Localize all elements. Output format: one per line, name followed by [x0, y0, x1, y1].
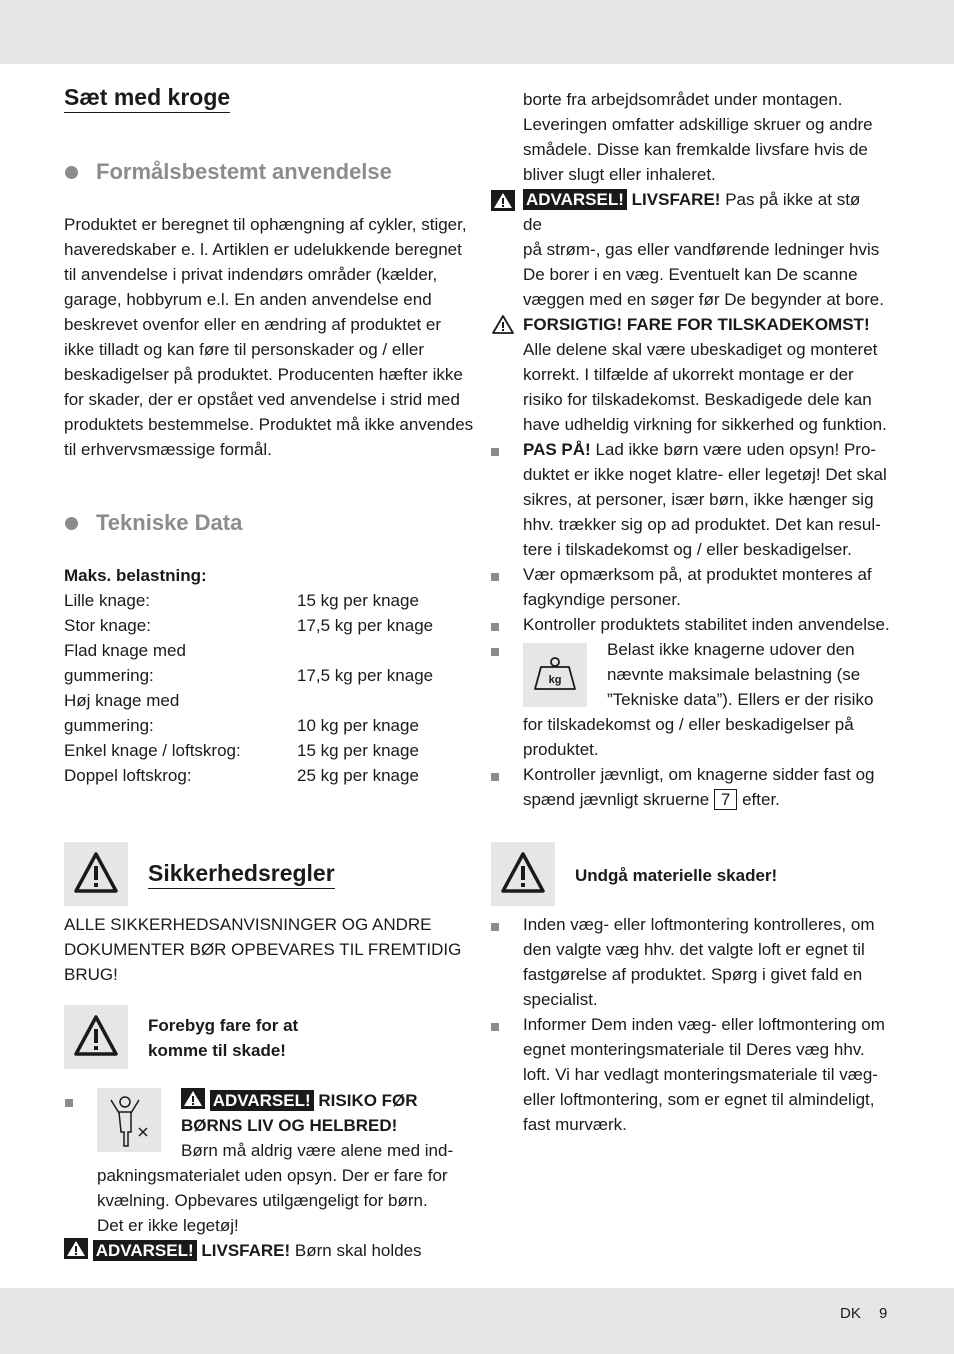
text-line: Alle delene skal være ubeskadiget og monteret	[523, 340, 878, 359]
list-bullet-icon	[491, 573, 499, 581]
list-bullet-icon	[65, 1099, 73, 1107]
row-value: 15 kg per knage	[297, 741, 419, 760]
text-line: Kontroller jævnligt, om knagerne sidder fast og	[523, 765, 875, 784]
list-item	[523, 437, 876, 462]
list-bullet-icon	[491, 923, 499, 931]
warning-triangle-icon	[73, 1014, 119, 1058]
heading-safety: Sikkerhedsregler	[148, 860, 335, 889]
row-label: Doppel loftskrog:	[64, 766, 192, 785]
advarsel-badge: ADVARSEL!	[523, 189, 627, 210]
text-line: til erhvervsmæssige formål.	[64, 440, 272, 459]
text-line: de	[523, 215, 542, 234]
advarsel-badge: ADVARSEL!	[210, 1090, 314, 1111]
child-warning-line	[181, 1088, 418, 1113]
row-value: 25 kg per knage	[297, 766, 419, 785]
table-row	[64, 763, 464, 788]
table-row	[64, 613, 464, 638]
heading-intended-use: Formålsbestemt anvendelse	[96, 159, 392, 184]
list-item	[523, 562, 872, 612]
text-line: Det er ikke legetøj!	[97, 1216, 239, 1235]
text-line: pakningsmaterialet uden opsyn. Der er fare for	[97, 1166, 448, 1185]
text-line: Leveringen omfatter adskillige skruer og andre	[523, 115, 873, 134]
warning-triangle-icon	[181, 1088, 205, 1109]
warning-triangle-icon	[64, 1238, 88, 1259]
warning-box	[64, 842, 128, 906]
prevent-injury-heading: Forebyg fare for at	[148, 1016, 299, 1035]
text-line: Inden væg- eller loftmontering kontrolleres, om	[523, 915, 875, 934]
text-line: for skader, der er opstået ved anvendelse i strid med	[64, 390, 460, 409]
life-warning-line	[64, 1238, 422, 1263]
text-line: efter.	[742, 790, 780, 809]
list-bullet-icon	[491, 448, 499, 456]
warning-box	[64, 1005, 128, 1069]
text-line: nævnte maksimale belastning (se	[607, 665, 861, 684]
page-footer	[840, 1305, 887, 1322]
text-line: borte fra arbejdsområdet under montagen.	[523, 90, 843, 109]
pas-paa-bold: PAS PÅ!	[523, 440, 591, 459]
warning-triangle-icon	[73, 851, 119, 895]
list-bullet-icon	[491, 623, 499, 631]
row-value: 17,5 kg per knage	[297, 666, 434, 685]
text-line: sikres, at personer, især børn, ikke hænger sig	[523, 490, 874, 509]
advarsel-badge: ADVARSEL!	[93, 1240, 197, 1261]
text-line: egnet monteringsmateriale til Deres væg hhv.	[523, 1040, 865, 1059]
table-row	[64, 738, 464, 763]
text-line: hhv. trækker sig op ad produktet. Det kan resul-	[523, 515, 881, 534]
table-row	[64, 688, 464, 713]
text-line: loft. Vi har vedlagt monteringsmateriale til væg-	[523, 1065, 878, 1084]
table-row	[64, 713, 464, 738]
list-item	[607, 637, 873, 712]
text-line: fast murværk.	[523, 1115, 627, 1134]
text-line: til anvendelse i privat indendørs områder (kælder,	[64, 265, 438, 284]
warning-triangle-icon	[491, 190, 515, 211]
text-line: Børn må aldrig være alene med ind-	[181, 1141, 454, 1160]
life-danger-bold: LIVSFARE!	[631, 190, 721, 209]
text-line: Informer Dem inden væg- eller loftmontering om	[523, 1015, 885, 1034]
text-line: fastgørelse af produktet. Spørg i givet fald en	[523, 965, 863, 984]
list-item	[523, 912, 875, 1012]
weight-pictogram	[523, 643, 587, 707]
warning-triangle-icon	[500, 851, 546, 895]
child-warning-pictogram	[97, 1088, 161, 1152]
text-line: spænd jævnligt skruerne	[523, 790, 710, 809]
text-line: garage, hobbyrum e.l. En anden anvendelse end	[64, 290, 432, 309]
caution-triangle-icon	[491, 314, 515, 335]
page-title: Sæt med kroge	[64, 84, 230, 113]
safety-caps-text	[64, 912, 461, 987]
list-item-cont	[523, 787, 780, 812]
language-code: DK	[840, 1305, 861, 1322]
text-line: for tilskadekomst og / eller beskadigelser på	[523, 715, 854, 734]
prevent-injury-heading: komme til skade!	[148, 1041, 286, 1060]
list-bullet-icon	[491, 648, 499, 656]
row-value: 15 kg per knage	[297, 591, 419, 610]
header-band	[0, 0, 954, 64]
text-line: Pas på ikke at stø	[725, 190, 861, 209]
text-line: eller loftmontering, som er egnet til almindeligt,	[523, 1090, 875, 1109]
text-line: væggen med en søger før De begynder at bore.	[523, 290, 884, 309]
text-line: beskrevet ovenfor eller en ændring af produktet er	[64, 315, 442, 334]
page-number: 9	[879, 1305, 888, 1322]
list-item-cont	[523, 712, 854, 762]
text-line: DOKUMENTER BØR OPBEVARES TIL FREMTIDIG	[64, 940, 462, 959]
warn2-text	[523, 212, 884, 312]
text-line: bliver slugt eller inhaleret.	[523, 165, 716, 184]
text-line: Lad ikke børn være uden opsyn! Pro-	[595, 440, 877, 459]
text-line: den valgte væg hhv. det valgte loft er egnet til	[523, 940, 865, 959]
weight-icon	[523, 643, 587, 707]
row-value: 10 kg per knage	[297, 716, 419, 735]
row-value: 17,5 kg per knage	[297, 616, 434, 635]
child-risk-bold: RISIKO FØR	[318, 1091, 418, 1110]
row-label: Høj knage med	[64, 691, 180, 710]
child-risk-bold-2: BØRNS LIV OG HELBRED!	[181, 1116, 398, 1135]
list-bullet-icon	[491, 773, 499, 781]
text-line: på strøm-, gas eller vandførende ledninger hvis	[523, 240, 880, 259]
text-line: Produktet er beregnet til ophængning af cykler, stiger,	[64, 215, 467, 234]
table-row	[64, 663, 464, 688]
text-line: haveredskaber e. l. Artiklen er udelukkende beregnet	[64, 240, 462, 259]
list-item-cont	[523, 462, 887, 562]
list-item: Kontroller produktets stabilitet inden anvendelse.	[523, 615, 890, 634]
row-label: gummering:	[64, 666, 154, 685]
child-icon	[97, 1088, 161, 1152]
text-line: Belast ikke knagerne udover den	[607, 640, 855, 659]
text-line: ALLE SIKKERHEDSANVISNINGER OG ANDRE	[64, 915, 432, 934]
row-label: Enkel knage / loftskrog:	[64, 741, 241, 760]
caution-text	[523, 337, 887, 437]
part-number-box: 7	[714, 789, 737, 810]
text-line: De borer i en væg. Eventuelt kan De scanne	[523, 265, 858, 284]
max-load-label: Maks. belastning:	[64, 566, 207, 585]
text-line: produktets bestemmelse. Produktet må ikke anvendes	[64, 415, 474, 434]
warning-box	[491, 842, 555, 906]
text-line: duktet er ikke noget klatre- eller legetøj! Det skal	[523, 465, 887, 484]
list-item	[523, 1012, 885, 1137]
text-line: have udheldig virkning for sikkerhed og funktion.	[523, 415, 887, 434]
text-line: kvælning. Opbevares utilgængeligt for børn.	[97, 1191, 428, 1210]
row-label: gummering:	[64, 716, 154, 735]
tech-data-table	[64, 588, 464, 788]
life-danger-bold: LIVSFARE!	[201, 1241, 291, 1260]
intended-use-text	[64, 212, 484, 462]
text-line: produktet.	[523, 740, 599, 759]
text-line: BRUG!	[64, 965, 118, 984]
text-line: ikke tilladt og kan føre til personskader og / eller	[64, 340, 425, 359]
text-line: fagkyndige personer.	[523, 590, 681, 609]
footer-band	[0, 1288, 954, 1354]
table-row	[64, 638, 464, 663]
table-row	[64, 588, 464, 613]
list-bullet-icon	[491, 1023, 499, 1031]
text-line: beskadigelser på produktet. Producenten hæfter ikke	[64, 365, 463, 384]
text-line: risiko for tilskadekomst. Beskadigede dele kan	[523, 390, 872, 409]
text-line: smådele. Disse kan fremkalde livsfare hvis de	[523, 140, 868, 159]
kg-label: kg	[548, 674, 562, 686]
text-line: korrekt. I tilfælde af ukorrekt montage er der	[523, 365, 854, 384]
section-bullet-icon	[65, 517, 78, 530]
row-label: Stor knage:	[64, 616, 151, 635]
text-line: specialist.	[523, 990, 598, 1009]
row-label: Lille knage:	[64, 591, 151, 610]
continued-text	[523, 87, 873, 187]
caution-heading: FORSIGTIG! FARE FOR TILSKADEKOMST!	[523, 315, 870, 334]
material-damage-heading: Undgå materielle skader!	[575, 866, 778, 885]
life-warning-line	[523, 187, 860, 212]
life-danger-text: Børn skal holdes	[294, 1241, 422, 1260]
text-line: tere i tilskadekomst og / eller beskadigelser.	[523, 540, 852, 559]
row-label: Flad knage med	[64, 641, 186, 660]
text-line: Vær opmærksom på, at produktet monteres af	[523, 565, 872, 584]
text-line: ”Tekniske data”). Ellers er der risiko	[607, 690, 874, 709]
section-bullet-icon	[65, 166, 78, 179]
heading-tech-data: Tekniske Data	[96, 510, 243, 535]
